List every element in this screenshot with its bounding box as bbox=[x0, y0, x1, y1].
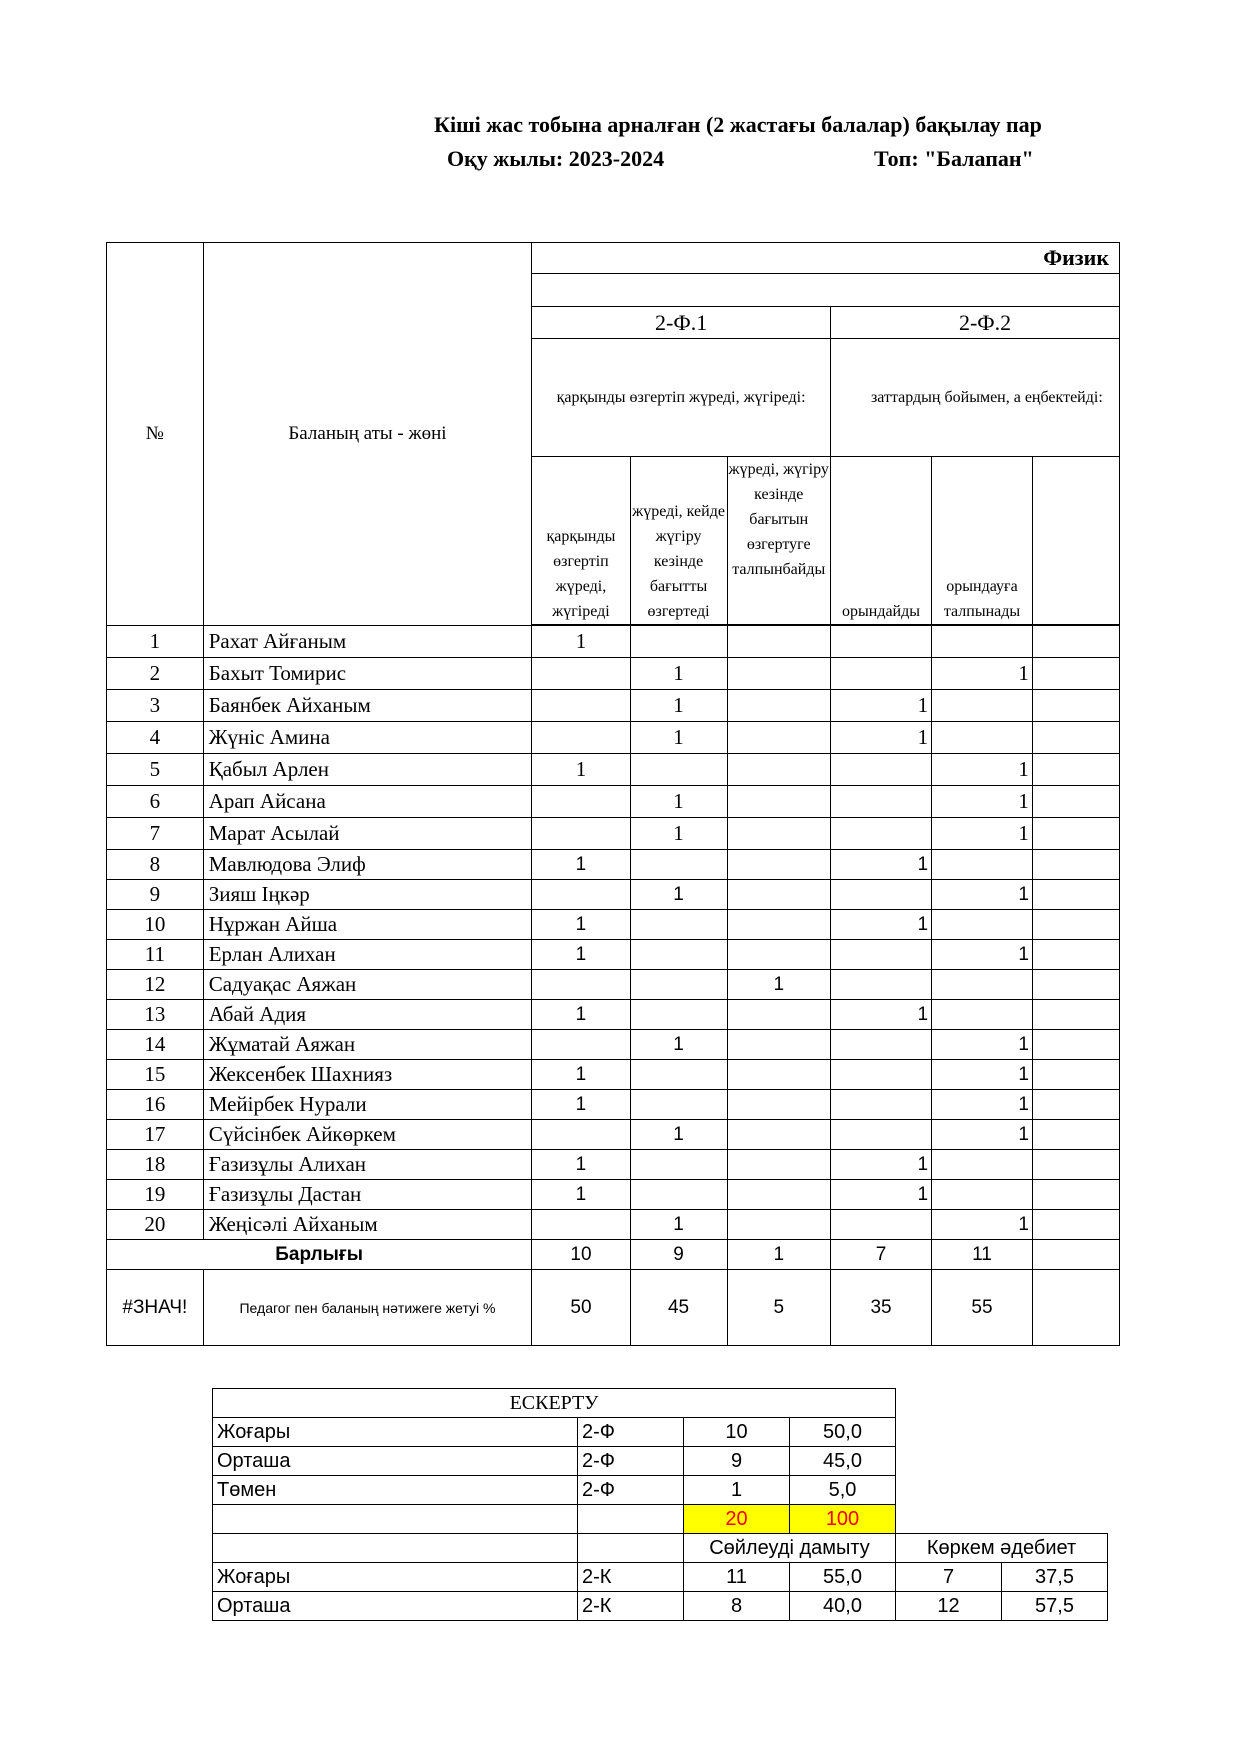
speech-development-header: Сөйлеуді дамыту bbox=[684, 1534, 896, 1563]
child-name: Ғазизұлы Алихан bbox=[203, 1150, 532, 1180]
percent-label: Педагог пен баланың нәтижеге жетуі % bbox=[203, 1270, 532, 1346]
child-name: Жеңісәлі Айханым bbox=[203, 1210, 532, 1240]
notes-subheader-row bbox=[213, 1534, 1108, 1563]
table-row: 19 Ғазизұлы Дастан 1 1 bbox=[107, 1180, 1120, 1210]
level-header-5: орындауға талпынады bbox=[932, 457, 1033, 625]
academic-year: Оқу жылы: 2023-2024 bbox=[447, 146, 665, 171]
child-name: Абай Адия bbox=[203, 1000, 532, 1030]
col-header-no: № bbox=[107, 243, 204, 626]
table-row: 8 Мавлюдова Элиф 1 1 bbox=[107, 850, 1120, 880]
blank-row bbox=[532, 274, 1120, 307]
notes-table bbox=[212, 1388, 1108, 1621]
child-name: Зияш Іңкәр bbox=[203, 880, 532, 910]
child-name: Қабыл Арлен bbox=[203, 754, 532, 786]
skill-desc-2: заттардың бойымен, а еңбектейді: bbox=[830, 339, 1119, 457]
table-row: 2 Бахыт Томирис 1 1 bbox=[107, 658, 1120, 690]
child-name: Марат Асылай bbox=[203, 818, 532, 850]
error-cell: #ЗНАЧ! bbox=[107, 1270, 204, 1346]
child-name: Жұматай Аяжан bbox=[203, 1030, 532, 1060]
table-row: 17 Сүйсінбек Айкөркем 1 1 bbox=[107, 1120, 1120, 1150]
sum-percent-cell: 100 bbox=[790, 1505, 896, 1534]
child-name: Бахыт Томирис bbox=[203, 658, 532, 690]
totals-row: Барлығы 10 9 1 7 11 bbox=[107, 1240, 1120, 1270]
notes-row: Орташа 2-К 8 40,0 12 57,5 bbox=[213, 1592, 1108, 1621]
table-row: 9 Зияш Іңкәр 1 1 bbox=[107, 880, 1120, 910]
child-name: Жексенбек Шахнияз bbox=[203, 1060, 532, 1090]
table-row: 13 Абай Адия 1 1 bbox=[107, 1000, 1120, 1030]
child-name: Ғазизұлы Дастан bbox=[203, 1180, 532, 1210]
observation-table bbox=[106, 242, 1120, 1346]
col-header-name: Баланың аты - жөні bbox=[203, 243, 532, 626]
table-row: 6 Арап Айсана 1 1 bbox=[107, 786, 1120, 818]
literature-header: Көркем әдебиет bbox=[896, 1534, 1108, 1563]
level-header-1: қарқынды өзгертіп жүреді, жүгіреді bbox=[532, 457, 630, 625]
table-row: 14 Жұматай Аяжан 1 1 bbox=[107, 1030, 1120, 1060]
page-title: Кіші жас тобына арналған (2 жастағы балалар) бақылау пар bbox=[434, 112, 1042, 137]
level-header-4: орындайды bbox=[830, 457, 931, 625]
child-name: Баянбек Айханым bbox=[203, 690, 532, 722]
group-name: Топ: "Балапан" bbox=[874, 146, 1034, 171]
notes-title: ЕСКЕРТУ bbox=[213, 1389, 896, 1418]
section-title: Физик bbox=[532, 243, 1120, 274]
level-header-6 bbox=[1032, 457, 1119, 625]
skill-code-2: 2-Ф.2 bbox=[830, 307, 1119, 339]
child-name: Мавлюдова Элиф bbox=[203, 850, 532, 880]
table-row: 12 Садуақас Аяжан 1 bbox=[107, 970, 1120, 1000]
table-row: 5 Қабыл Арлен 1 1 bbox=[107, 754, 1120, 786]
level-header-2: жүреді, кейде жүгіру кезінде бағытты өзгертеді bbox=[630, 457, 727, 625]
child-name: Мейірбек Нурали bbox=[203, 1090, 532, 1120]
child-name: Рахат Айғаным bbox=[203, 626, 532, 658]
skill-desc-1: қарқынды өзгертіп жүреді, жүгіреді: bbox=[532, 339, 831, 457]
notes-row: Жоғары 2-Ф 10 50,0 bbox=[213, 1418, 1108, 1447]
child-name: Ерлан Алихан bbox=[203, 940, 532, 970]
table-row: 15 Жексенбек Шахнияз 1 1 bbox=[107, 1060, 1120, 1090]
child-name: Нұржан Айша bbox=[203, 910, 532, 940]
child-name: Жүніс Амина bbox=[203, 722, 532, 754]
table-row: 16 Мейірбек Нурали 1 1 bbox=[107, 1090, 1120, 1120]
table-row: 7 Марат Асылай 1 1 bbox=[107, 818, 1120, 850]
notes-sum-row bbox=[213, 1505, 1108, 1534]
skill-code-1: 2-Ф.1 bbox=[532, 307, 831, 339]
child-name: Сүйсінбек Айкөркем bbox=[203, 1120, 532, 1150]
table-row: 10 Нұржан Айша 1 1 bbox=[107, 910, 1120, 940]
notes-row: Орташа 2-Ф 9 45,0 bbox=[213, 1447, 1108, 1476]
table-row: 18 Ғазизұлы Алихан 1 1 bbox=[107, 1150, 1120, 1180]
percent-row: #ЗНАЧ! Педагог пен баланың нәтижеге жетуі % 50 45 5 35 55 bbox=[107, 1270, 1120, 1346]
child-name: Садуақас Аяжан bbox=[203, 970, 532, 1000]
table-row: 4 Жүніс Амина 1 1 bbox=[107, 722, 1120, 754]
level-header-3: жүреді, жүгіру кезінде бағытын өзгертуге талпынбайды bbox=[727, 457, 830, 625]
child-name: Арап Айсана bbox=[203, 786, 532, 818]
notes-row: Жоғары 2-К 11 55,0 7 37,5 bbox=[213, 1563, 1108, 1592]
table-row: 1 Рахат Айғаным 1 bbox=[107, 626, 1120, 658]
totals-label: Барлығы bbox=[107, 1240, 532, 1270]
table-row: 20 Жеңісәлі Айханым 1 1 bbox=[107, 1210, 1120, 1240]
table-row: 11 Ерлан Алихан 1 1 bbox=[107, 940, 1120, 970]
notes-row: Төмен 2-Ф 1 5,0 bbox=[213, 1476, 1108, 1505]
sum-count-cell: 20 bbox=[684, 1505, 790, 1534]
table-row: 3 Баянбек Айханым 1 1 bbox=[107, 690, 1120, 722]
